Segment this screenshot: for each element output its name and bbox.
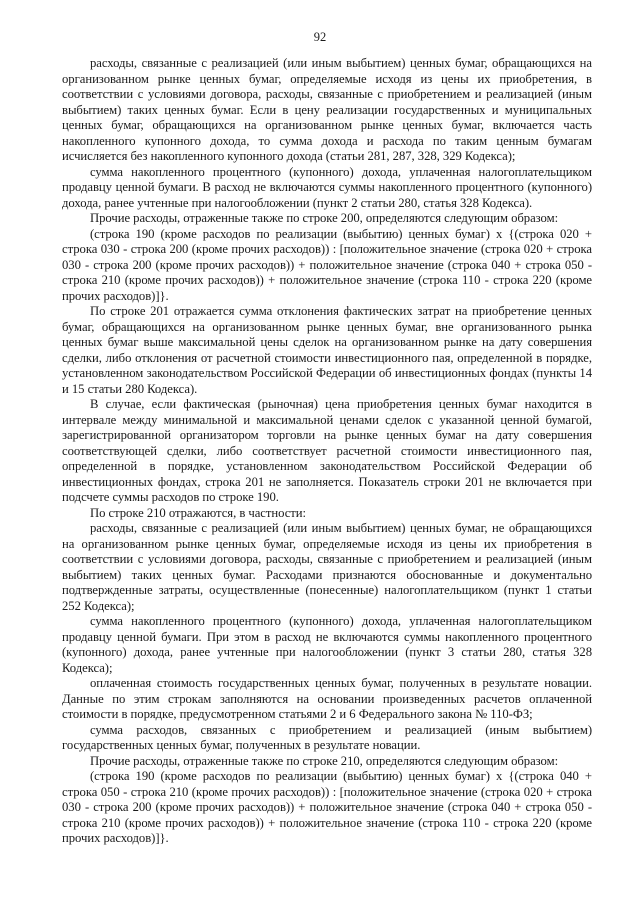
formula-paragraph: (строка 190 (кроме расходов по реализации (выбытию) ценных бумаг) x {(строка 040 + строка 050 - строка 210 (кроме прочих расходов)) : [положительное значение (строка 020 + строка 030 - строка 200 (кроме прочих расходов)) + положительное значение (строка 040 + строка 050 - строка 210 (кроме прочих расходов)) + положительное значение (строка 110 - строка 220 (кроме прочих расходов)]}. [62, 769, 592, 845]
paragraph: Прочие расходы, отраженные также по строке 210, определяются следующим образом: [90, 753, 559, 768]
paragraph: сумма накопленного процентного (купонного) дохода, уплаченная налогоплательщиком продавцу ценной бумаги. В расход не включаются суммы накопленного процентного (купонного) дохода, ранее учтенные при налогообложении (пункт 2 статьи 280, статья 328 Кодекса). [62, 164, 592, 210]
paragraph: расходы, связанные с реализацией (или иным выбытием) ценных бумаг, не обращающихся на организованном рынке ценных бумаг, определяемые исходя из цены их приобретения в соответствии с условиями договора, расходы, связанные с приобретением и реализацией (иным выбытием) таких ценных бумаг. Расходами признаются обоснованные и документально подтвержденные затраты, осуществленные (понесенные) налогоплательщиком (пункт 1 статьи 252 Кодекса); [62, 521, 592, 613]
paragraph: В случае, если фактическая (рыночная) цена приобретения ценных бумаг находится в интервале между минимальной и максимальной ценами сделок с указанной ценной бумагой, зарегистрированной организатором торговли на рынке ценных бумаг на дату совершения соответствующей сделки, либо соответствует расчетной стоимости инвестиционного пая, определенной в порядке, установленном законодательством Российской Федерации об инвестиционных фондах, строка 201 не заполняется. Показатель строки 201 не включается при подсчете суммы расходов по строке 190. [62, 397, 592, 504]
paragraph: По строке 201 отражается сумма отклонения фактических затрат на приобретение ценных бумаг, обращающихся на организованном рынке ценных бумаг, вне организованного рынка ценных бумаг выше максимальной цены сделок на организованном рынке на дату совершения сделки, либо отклонения от расчетной стоимости инвестиционного пая, определенной в порядке, установленном законодательством Российской Федерации об инвестиционных фондах (пункты 14 и 15 статьи 280 Кодекса). [62, 304, 592, 396]
paragraph: расходы, связанные с реализацией (или иным выбытием) ценных бумаг, обращающихся на организованном рынке ценных бумаг, определяемые исходя из цены их приобретения, в соответствии с условиями договора, расходы, связанные с приобретением и реализацией (иным выбытием) таких ценных бумаг. Если в цену реализации государственных и муниципальных ценных бумаг, обращающихся на организованном рынке ценных бумаг, включается часть накопленного купонного дохода, то сумма дохода и расхода по таким ценным бумагам исчисляется без накопленного купонного дохода (статьи 281, 287, 328, 329 Кодекса); [62, 56, 592, 163]
paragraph: оплаченная стоимость государственных ценных бумаг, полученных в результате новации. Данные по этим строкам заполняются на основании произведенных расчетов оплаченной стоимости в порядке, предусмотренном статьями 2 и 6 Федерального закона № 110-ФЗ; [62, 676, 592, 721]
paragraph: По строке 210 отражаются, в частности: [90, 505, 307, 520]
paragraph: сумма расходов, связанных с приобретением и реализацией (иным выбытием) государственных ценных бумаг, полученных в результате новации. [62, 722, 592, 752]
paragraph: сумма накопленного процентного (купонного) дохода, уплаченная налогоплательщиком продавцу ценной бумаги. При этом в расход не включаются суммы накопленного процентного (купонного) дохода, ранее учтенные при налогообложении (пункт 3 статьи 280, статья 328 Кодекса); [62, 614, 592, 675]
formula-paragraph: (строка 190 (кроме расходов по реализации (выбытию) ценных бумаг) x {(строка 020 + строка 030 - строка 200 (кроме прочих расходов)) : [положительное значение (строка 020 + строка 030 - строка 200 (кроме прочих расходов)) + положительное значение (строка 040 + строка 050 - строка 210 (кроме прочих расходов)) + положительное значение (строка 110 - строка 220 (кроме прочих расходов)]}. [62, 226, 592, 303]
paragraph: Прочие расходы, отраженные также по строке 200, определяются следующим образом: [90, 211, 559, 225]
page-body [62, 56, 592, 847]
page-number: 92 [313, 30, 327, 44]
